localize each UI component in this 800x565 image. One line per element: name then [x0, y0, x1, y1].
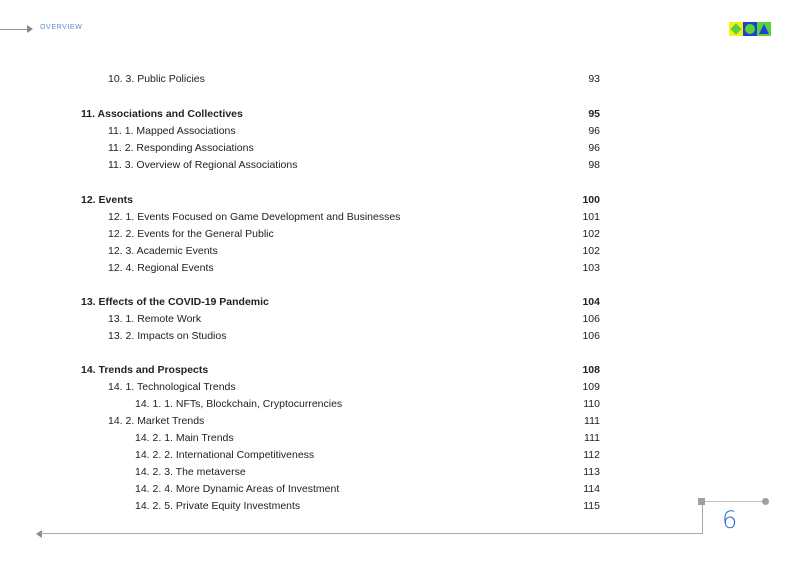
- triangle-icon: [759, 24, 769, 34]
- toc-subentry[interactable]: [0, 466, 800, 483]
- toc-subentry-label: 14. 2. 1. Main Trends: [135, 432, 234, 444]
- toc-entry[interactable]: [0, 381, 800, 398]
- toc-entry-label: 10. 3. Public Policies: [108, 73, 205, 85]
- toc-entry[interactable]: [0, 142, 800, 159]
- toc-subentry-label: 14. 2. 3. The metaverse: [135, 466, 246, 478]
- page-number: 6: [722, 506, 738, 534]
- toc-subentry-label: 14. 2. 4. More Dynamic Areas of Investment: [135, 483, 340, 495]
- footer-rule-top: [705, 501, 763, 502]
- toc-entry-page: 96: [588, 142, 600, 154]
- toc-entry-label: 12. 4. Regional Events: [108, 262, 214, 274]
- toc-entry[interactable]: [0, 262, 800, 279]
- toc-section[interactable]: [0, 364, 800, 381]
- toc-section[interactable]: [0, 296, 800, 313]
- toc-entry-page: 106: [582, 313, 600, 325]
- toc-entry-label: 12. 1. Events Focused on Game Development and Businesses: [108, 211, 401, 223]
- toc-entry-label: 11. 3. Overview of Regional Associations: [108, 159, 298, 171]
- toc-entry[interactable]: [0, 313, 800, 330]
- toc-section-page: 104: [582, 296, 600, 308]
- toc-subentry-page: 114: [583, 483, 600, 495]
- toc-entry-page: 103: [582, 262, 600, 274]
- toc-section-label: 12. Events: [81, 194, 133, 206]
- toc-subentry-page: 115: [583, 500, 600, 512]
- toc-subentry-page: 111: [584, 432, 600, 444]
- footer-rule: [40, 533, 703, 534]
- toc-entry-label: 12. 3. Academic Events: [108, 245, 218, 257]
- toc-subentry[interactable]: [0, 483, 800, 500]
- toc-subentry[interactable]: [0, 432, 800, 449]
- dot-marker-icon: [762, 498, 769, 505]
- diamond-icon: [730, 23, 741, 34]
- toc-entry-label: 11. 1. Mapped Associations: [108, 125, 236, 137]
- toc-entry[interactable]: [0, 228, 800, 245]
- footer-rule-vertical: [702, 502, 703, 534]
- square-marker-icon: [698, 498, 705, 505]
- section-label: OVERVIEW: [40, 24, 83, 31]
- toc-subentry-label: 14. 2. 5. Private Equity Investments: [135, 500, 301, 512]
- circle-icon: [745, 24, 755, 34]
- toc-entry-page: 101: [582, 211, 600, 223]
- toc-section[interactable]: [0, 194, 800, 211]
- toc-entry-label: 14. 1. Technological Trends: [108, 381, 236, 393]
- toc-entry[interactable]: [0, 245, 800, 262]
- toc-entry-page: 109: [582, 381, 600, 393]
- toc-entry-page: 102: [582, 245, 600, 257]
- logo-tile-circle: [743, 22, 757, 36]
- toc-subentry-page: 110: [583, 398, 600, 410]
- toc-entry-page: 106: [582, 330, 600, 342]
- arrow-right-icon: [27, 25, 33, 33]
- toc-section-label: 14. Trends and Prospects: [81, 364, 209, 376]
- toc-subentry[interactable]: [0, 449, 800, 466]
- toc-entry-label: 13. 1. Remote Work: [108, 313, 202, 325]
- toc-section-page: 108: [582, 364, 600, 376]
- toc-entry-page: 96: [588, 125, 600, 137]
- logo-tile-diamond: [729, 22, 743, 36]
- header-rule: [0, 29, 27, 30]
- toc-section-page: 100: [582, 194, 600, 206]
- toc-subentry[interactable]: [0, 500, 800, 517]
- toc-subentry[interactable]: [0, 398, 800, 415]
- toc-entry-page: 93: [588, 73, 600, 85]
- toc-subentry-label: 14. 1. 1. NFTs, Blockchain, Cryptocurrencies: [135, 398, 343, 410]
- toc-entry-label: 11. 2. Responding Associations: [108, 142, 254, 154]
- toc-entry-label: 13. 2. Impacts on Studios: [108, 330, 227, 342]
- toc-entry-page: 111: [584, 415, 600, 427]
- toc-entry-label: 12. 2. Events for the General Public: [108, 228, 274, 240]
- logo: [729, 22, 771, 36]
- toc-entry[interactable]: [0, 211, 800, 228]
- toc-entry-page: 98: [588, 159, 600, 171]
- toc-entry[interactable]: [0, 330, 800, 347]
- toc-entry-page: 102: [582, 228, 600, 240]
- logo-tile-triangle: [757, 22, 771, 36]
- toc-subentry-label: 14. 2. 2. International Competitiveness: [135, 449, 315, 461]
- toc-subentry-page: 113: [583, 466, 600, 478]
- toc-entry[interactable]: [0, 415, 800, 432]
- toc-entry[interactable]: [0, 125, 800, 142]
- toc-section[interactable]: [0, 108, 800, 125]
- toc-subentry-page: 112: [583, 449, 600, 461]
- toc-section-label: 11. Associations and Collectives: [81, 108, 243, 120]
- toc-section-page: 95: [588, 108, 600, 120]
- toc-entry[interactable]: [0, 159, 800, 176]
- toc-entry-label: 14. 2. Market Trends: [108, 415, 205, 427]
- toc-entry[interactable]: [0, 73, 800, 90]
- toc-section-label: 13. Effects of the COVID-19 Pandemic: [81, 296, 269, 308]
- arrow-left-icon: [36, 530, 42, 538]
